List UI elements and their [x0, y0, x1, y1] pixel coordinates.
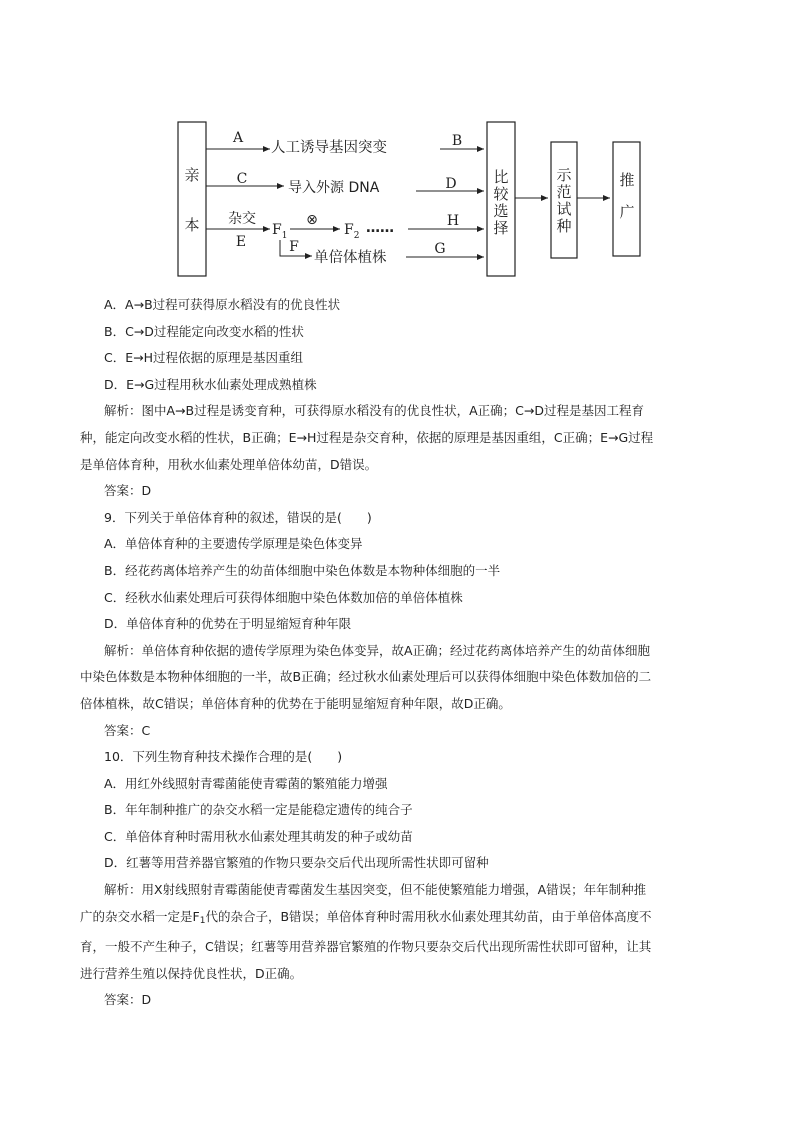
promote-char-1: 推: [619, 171, 635, 189]
compare-char-3: 选: [493, 202, 509, 220]
parent-label-2: 本: [184, 216, 200, 234]
q10-option-b: B．年年制种推广的杂交水稻一定是能稳定遗传的纯合子: [104, 802, 413, 818]
q9-explanation-line: 中染色体数是本物种体细胞的一半，故B正确；经过秋水仙素处理后可以获得体细胞中染色体数加倍的二: [80, 669, 652, 685]
q8-explanation-line: 解析：图中A→B过程是诱变育种，可获得原水稻没有的优良性状，A正确；C→D过程是基因工程育: [104, 403, 644, 419]
q9-answer: 答案：C: [104, 722, 151, 738]
compare-char-1: 比: [493, 168, 509, 186]
q8-explanation-line: 种，能定向改变水稻的性状，B正确；E→H过程是杂交育种，依据的原理是基因重组，C正确；E→G过程: [80, 429, 654, 445]
ellipsis-dots: ……: [366, 220, 394, 236]
compare-char-2: 较: [493, 185, 509, 203]
q10-stem: 10．下列生物育种技术操作合理的是( ): [104, 749, 343, 765]
q10-answer: 答案：D: [104, 992, 152, 1008]
q9-explanation: [80, 638, 704, 718]
breeding-flow-diagram: [0, 0, 794, 290]
q8-explanation: [80, 398, 704, 478]
label-h: H: [446, 213, 460, 229]
q10-option-d: D．红薯等用营养器官繁殖的作物只要杂交后代出现所需性状即可留种: [104, 855, 489, 871]
parent-box: [178, 122, 206, 276]
q9-stem: 9．下列关于单倍体育种的叙述，错误的是( ): [104, 509, 372, 525]
label-c: C: [236, 171, 248, 187]
q9-option-b: B．经花药离体培养产生的幼苗体细胞中染色体数是本物种体细胞的一半: [104, 562, 501, 578]
q8-explanation-line: 是单倍体育种，用秋水仙素处理单倍体幼苗，D错误。: [80, 456, 378, 472]
question-content: [80, 292, 704, 1014]
q8-option-c: C．E→H过程依据的原理是基因重组: [104, 350, 303, 366]
q9-option-c: C．经秋水仙素处理后可获得体细胞中染色体数加倍的单倍体植株: [104, 589, 463, 605]
label-d: D: [445, 176, 457, 192]
parent-label-1: 亲: [184, 166, 200, 184]
selfing-symbol: ⊗: [306, 212, 318, 228]
label-a: A: [232, 130, 244, 146]
q10-explanation-line: 广的杂交水稻一定是$F_1$代的杂合子，B错误；单倍体育种时需用秋水仙素处理其幼苗，由于单倍体高度不: [80, 908, 652, 926]
q8-option-b: B．C→D过程能定向改变水稻的性状: [104, 323, 304, 339]
promote-char-2: 广: [619, 203, 635, 221]
route-haploid: 单倍体植株: [314, 250, 387, 266]
q9-explanation-line: 解析：单倍体育种依据的遗传学原理为染色体变异，故A正确；经过花药离体培养产生的幼苗体细胞: [104, 642, 651, 658]
label-e: E: [235, 234, 247, 250]
q8-answer: 答案：D: [104, 483, 152, 499]
demo-char-1: 示: [556, 166, 572, 184]
q9-option-a: A．单倍体育种的主要遗传学原理是染色体变异: [104, 536, 363, 552]
q8-option-d: D．E→G过程用秋水仙素处理成熟植株: [104, 376, 317, 392]
promote-box: [613, 142, 640, 256]
demo-char-2: 范: [556, 183, 572, 201]
q9-explanation-line: 倍体植株，故C错误；单倍体育种的优势在于能明显缩短育种年限，故D正确。: [80, 695, 511, 711]
compare-char-4: 择: [493, 219, 509, 237]
node-f2: $F_2$: [344, 222, 360, 241]
label-cross: 杂交: [228, 211, 256, 227]
node-f1: $F_1$: [272, 222, 288, 241]
q10-option-c: C．单倍体育种时需用秋水仙素处理其萌发的种子或幼苗: [104, 828, 413, 844]
q10-explanation-line: 解析：用X射线照射青霉菌能使青霉菌发生基因突变，但不能使繁殖能力增强，A错误；年年制种推: [104, 882, 647, 898]
demo-char-3: 试: [556, 200, 572, 218]
demo-char-4: 种: [556, 217, 572, 235]
q8-option-a: A．A→B过程可获得原水稻没有的优良性状: [104, 297, 341, 312]
q10-explanation-line: 进行营养生殖以保持优良性状，D正确。: [80, 965, 303, 981]
q10-option-a: A．用红外线照射青霉菌能使青霉菌的繁殖能力增强: [104, 775, 388, 791]
q9-option-d: D．单倍体育种的优势在于明显缩短育种年限: [104, 616, 352, 632]
route-mutation: 人工诱导基因突变: [271, 140, 387, 156]
label-f: F: [289, 239, 299, 255]
route-dna: 导入外源 DNA: [288, 180, 380, 196]
q10-explanation: [80, 877, 704, 987]
label-b: B: [451, 133, 463, 149]
q10-explanation-line: 育，一般不产生种子，C错误；红薯等用营养器官繁殖的作物只要杂交后代出现所需性状即可留种，让其: [80, 939, 652, 955]
label-g: G: [434, 241, 446, 257]
